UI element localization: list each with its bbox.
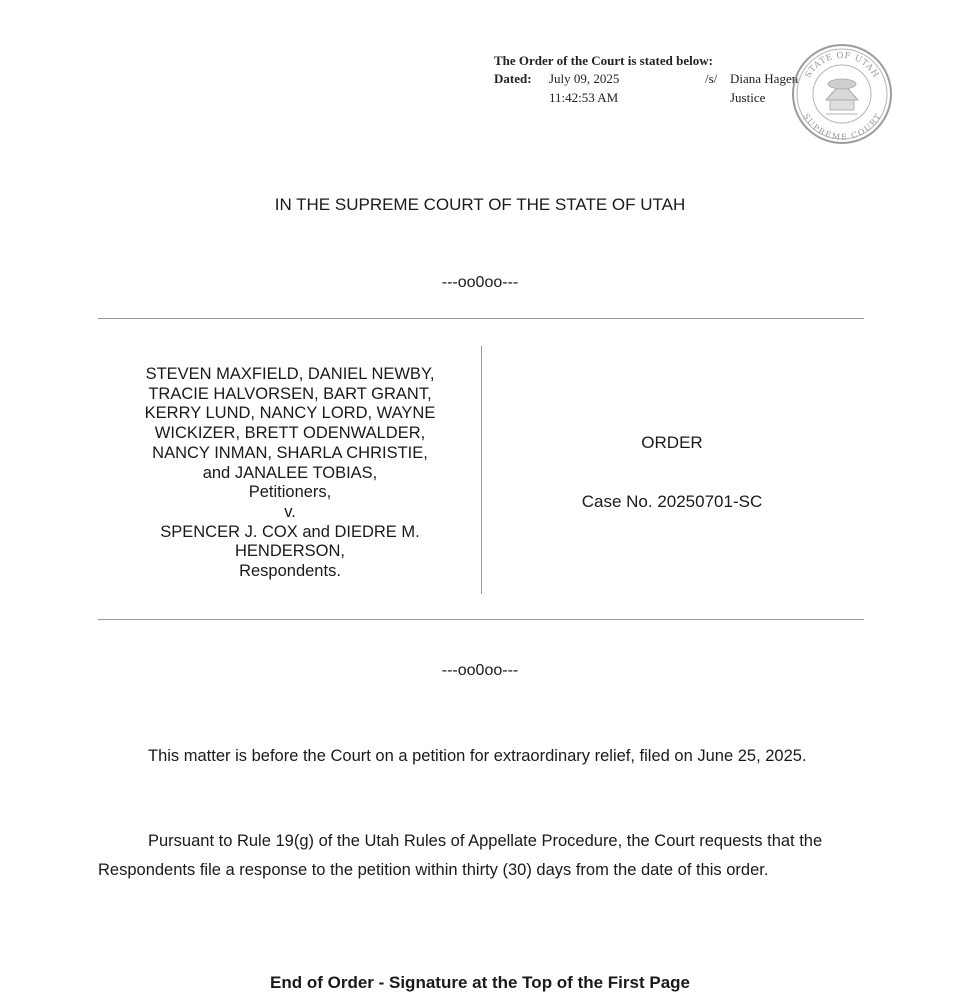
separator-top: ---oo0oo---: [441, 274, 519, 291]
petitioners-label: Petitioners,: [248, 483, 332, 502]
paragraph: [98, 742, 868, 771]
court-title: IN THE SUPREME COURT OF THE STATE OF UTAH: [274, 195, 686, 214]
divider-top: [98, 318, 864, 319]
signer-title: Justice: [730, 90, 766, 105]
party-line: SPENCER J. COX and DIEDRE M.: [160, 522, 420, 541]
stamp-date-row: [494, 70, 824, 89]
stamp-time: 11:42:53 AM: [549, 90, 619, 105]
party-line: HENDERSON,: [234, 542, 345, 561]
seal-text-bottom: SUPREME COURT: [801, 112, 883, 142]
respondents-label: Respondents.: [239, 562, 341, 581]
paragraph-text: This matter is before the Court on a petition for extraordinary relief, filed on June 25, 2025.: [148, 747, 807, 765]
divider-bottom: [98, 619, 864, 620]
stamp-date: July 09, 2025: [549, 71, 620, 86]
party-line: WICKIZER, BRETT ODENWALDER,: [154, 424, 426, 443]
versus-label: v.: [284, 502, 296, 521]
signature-mark: /s/: [705, 71, 718, 86]
caption-divider: [481, 346, 482, 594]
stamp-time-row: [494, 89, 824, 108]
party-line: STEVEN MAXFIELD, DANIEL NEWBY,: [145, 365, 435, 383]
party-line: and JANALEE TOBIAS,: [202, 463, 378, 482]
dated-label: Dated:: [494, 71, 532, 86]
stamp-heading: The Order of the Court is stated below:: [494, 53, 713, 68]
party-line: TRACIE HALVORSEN, BART GRANT,: [148, 384, 432, 403]
paragraph: [98, 827, 868, 885]
separator-bottom: ---oo0oo---: [441, 662, 519, 679]
party-line: NANCY INMAN, SHARLA CHRISTIE,: [152, 443, 428, 462]
svg-text:SUPREME COURT: [801, 112, 883, 142]
court-seal-icon: [790, 42, 894, 146]
end-of-order: End of Order - Signature at the Top of the First Page: [270, 973, 690, 992]
case-number: Case No. 20250701-SC: [581, 492, 763, 511]
signer-name: Diana Hagen: [730, 71, 799, 86]
order-label: ORDER: [641, 433, 703, 452]
paragraph-text: Pursuant to Rule 19(g) of the Utah Rules of Appellate Procedure, the Court requests that the Respondents file a response to the petition within thirty (30) days from the date of this order.: [98, 832, 823, 879]
case-parties: [100, 365, 480, 582]
seal-text-top: STATE OF UTAH: [803, 50, 881, 80]
signature-stamp: [494, 52, 824, 108]
party-line: KERRY LUND, NANCY LORD, WAYNE: [144, 404, 436, 423]
